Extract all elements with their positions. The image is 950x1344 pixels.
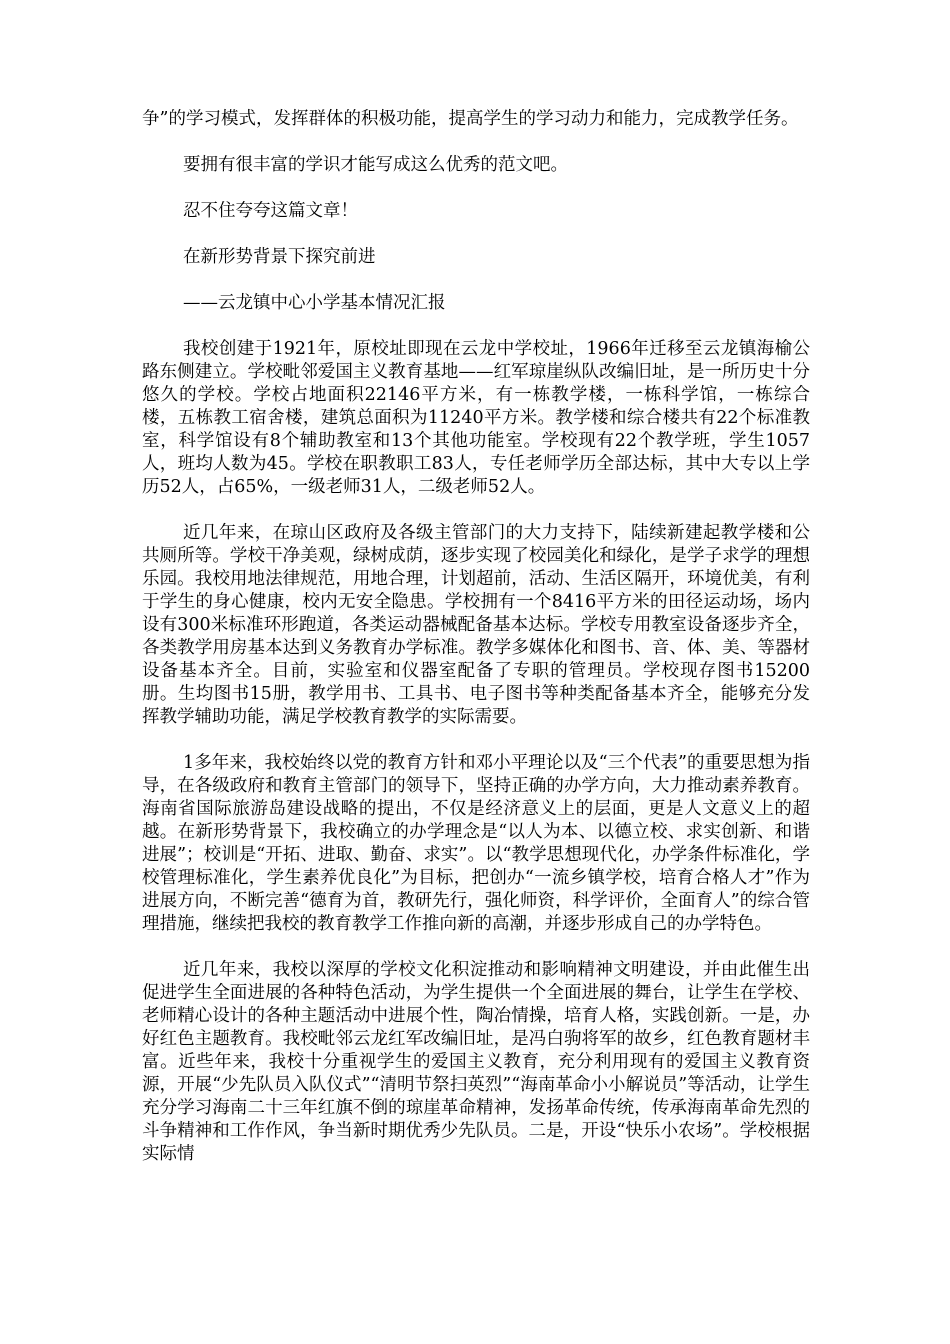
paragraph-activities: 近几年来，我校以深厚的学校文化积淀推动和影响精神文明建设，并由此催生出促进学生全面进展的各种特色活动，为学生提供一个全面进展的舞台，让学生在学校、老师精心设计的各种主题活动中进展个性，陶冶情操，培育人格，实践创新。一是，办好红色主题教育。我校毗邻云龙红军改编旧址，是冯白驹将军的故乡，红色教育题材丰富。近些年来，我校十分重视学生的爱国主义教育，充分利用现有的爱国主义教育资源，开展“少先队员入队仪式”“清明节祭扫英烈”“海南革命小小解说员”等活动，让学生充分学习海南二十三年红旗不倒的琼崖革命精神，发扬革命传统，传承海南革命先烈的斗争精神和工作作风，争当新时期优秀少先队员。二是，开设“快乐小农场”。学校根据实际情 [142,960,810,1164]
report-title: 在新形势背景下探究前进 [183,247,376,267]
comment-line-praise: 要拥有很丰富的学识才能写成这么优秀的范文吧。 [183,155,568,175]
paragraph-school-history: 我校创建于1921年，原校址即现在云龙中学校址，1966年迁移至云龙镇海榆公路东侧建立。学校毗邻爱国主义教育基地——红军琼崖纵队改编旧址，是一所历史十分悠久的学校。学校占地面积22146平方米，有一栋教学楼，一栋科学馆，一栋综合楼，五栋教工宿舍楼，建筑总面积为11240平方米。教学楼和综合楼共有22个标准教室，科学馆设有8个辅助教室和13个其他功能室。学校现有22个教学班，学生1057人，班均人数为45。学校在职教职工83人，专任老师学历全部达标，其中大专以上学历52人，占65%，一级老师31人，二级老师52人。 [142,339,810,497]
comment-line-exclaim: 忍不住夸夸这篇文章！ [183,201,358,221]
paragraph-continuation: 争”的学习模式，发挥群体的积极功能，提高学生的学习动力和能力，完成教学任务。 [142,109,799,129]
paragraph-philosophy: 1多年来，我校始终以党的教育方针和邓小平理论以及“三个代表”的重要思想为指导，在各级政府和教育主管部门的领导下，坚持正确的办学方向，大力推动素养教育。海南省国际旅游岛建设战略的提出，不仅是经济意义上的层面，更是人文意义上的超越。在新形势背景下，我校确立的办学理念是“以人为本、以德立校、求实创新、和谐进展”；校训是“开拓、进取、勤奋、求实”。以“教学思想现代化，办学条件标准化，学校管理标准化，学生素养优良化”为目标，把创办“一流乡镇学校，培育合格人才”作为进展方向，不断完善“德育为首，教研先行，强化师资，科学评价，全面育人”的综合管理措施，继续把我校的教育教学工作推向新的高潮，并逐步形成自己的办学特色。 [142,753,810,934]
report-subtitle: ——云龙镇中心小学基本情况汇报 [183,293,446,313]
document-body [142,108,810,1166]
paragraph-facilities: 近几年来，在琼山区政府及各级主管部门的大力支持下，陆续新建起教学楼和公共厕所等。学校干净美观，绿树成荫，逐步实现了校园美化和绿化，是学子求学的理想乐园。我校用地法律规范，用地合理，计划超前，活动、生活区隔开，环境优美，有利于学生的身心健康，校内无安全隐患。学校拥有一个8416平方米的田径运动场，场内设有300米标准环形跑道，各类运动器械配备基本达标。学校专用教室设备逐步齐全，各类教学用房基本达到义务教育办学标准。教学多媒体化和图书、音、体、美、等器材设备基本齐全。目前，实验室和仪器室配备了专职的管理员。学校现存图书15200册。生均图书15册，教学用书、工具书、电子图书等种类配备基本齐全，能够充分发挥教学辅助功能，满足学校教育教学的实际需要。 [142,523,810,727]
